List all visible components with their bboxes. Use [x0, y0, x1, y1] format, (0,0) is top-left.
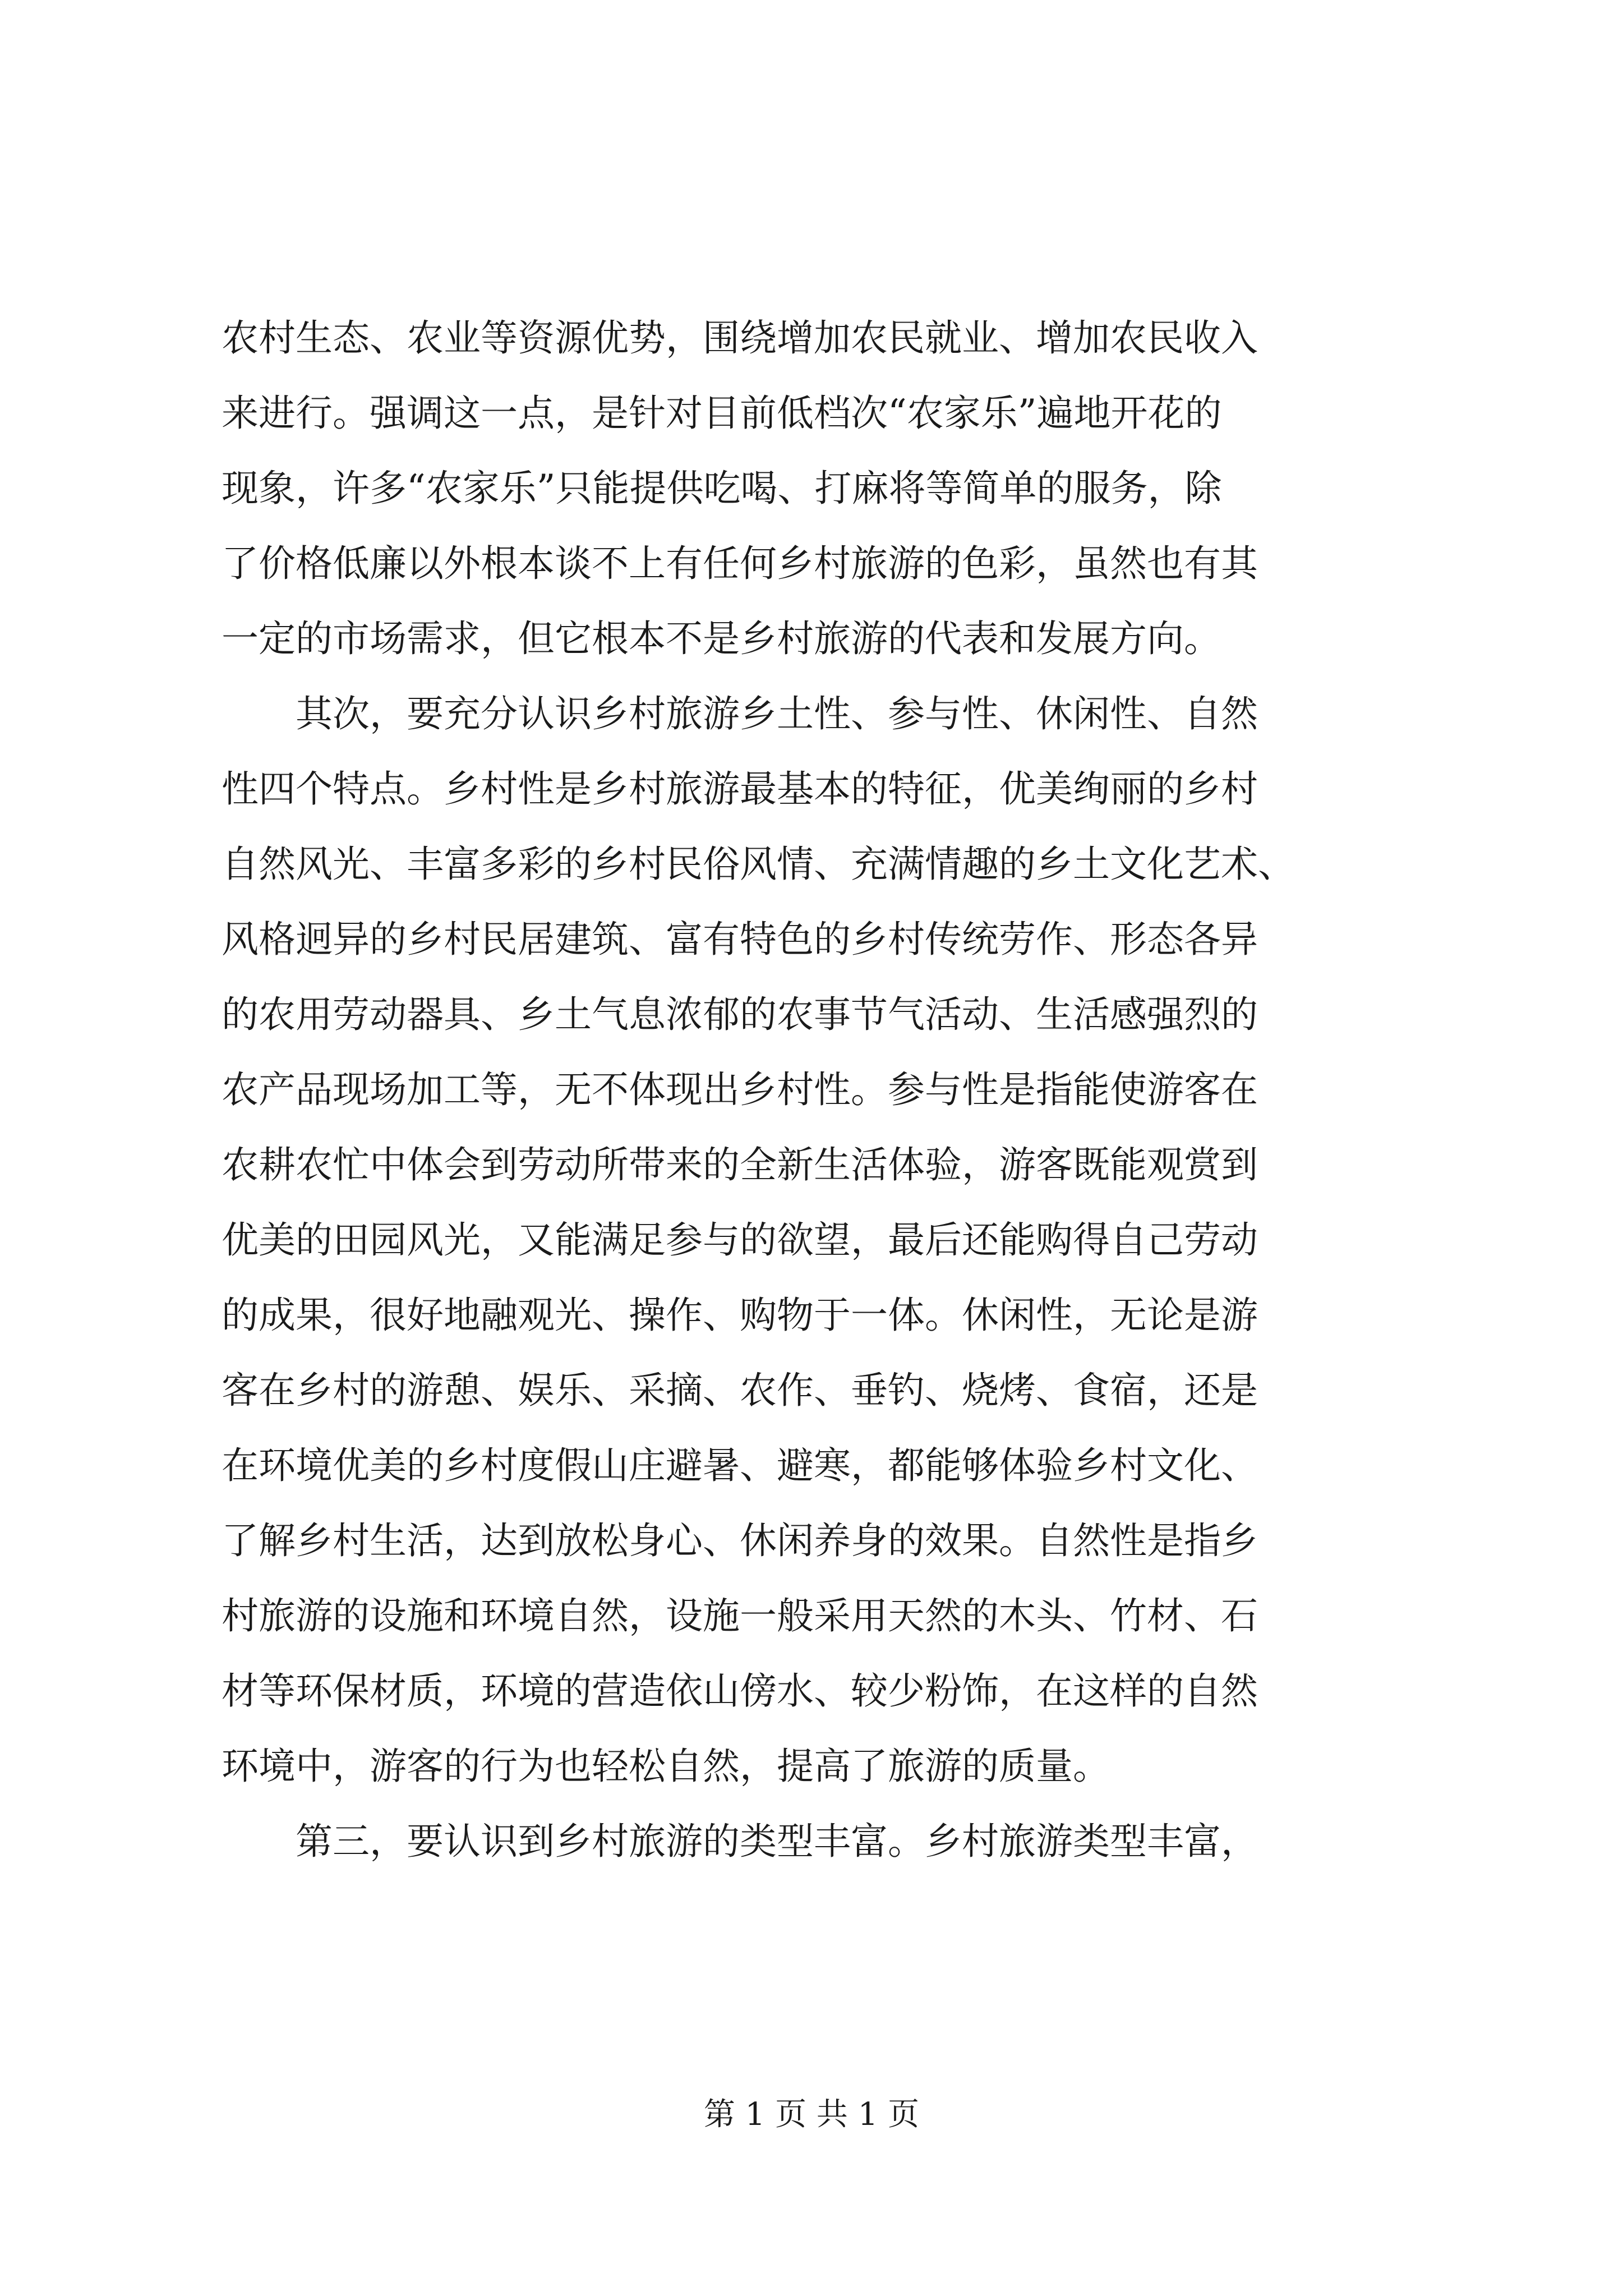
text-line: 环境中，游客的行为也轻松自然，提高了旅游的质量。 — [222, 1745, 1110, 1788]
text-line: 的农用劳动器具、乡土气息浓郁的农事节气活动、生活感强烈的 — [222, 993, 1258, 1036]
text-line: 一定的市场需求，但它根本不是乡村旅游的代表和发展方向。 — [222, 617, 1221, 660]
text-line: 自然风光、丰富多彩的乡村民俗风情、充满情趣的乡土文化艺术、 — [222, 843, 1295, 886]
text-line: 了价格低廉以外根本谈不上有任何乡村旅游的色彩，虽然也有其 — [222, 542, 1258, 585]
text-line: 第三，要认识到乡村旅游的类型丰富。乡村旅游类型丰富， — [222, 1820, 1258, 1863]
text-line: 材等环保材质，环境的营造依山傍水、较少粉饰，在这样的自然 — [222, 1669, 1258, 1713]
page-footer: 第 1 页 共 1 页 — [703, 2096, 920, 2133]
text-line: 农耕农忙中体会到劳动所带来的全新生活体验，游客既能观赏到 — [222, 1143, 1258, 1186]
text-line: 风格迥异的乡村民居建筑、富有特色的乡村传统劳作、形态各异 — [222, 918, 1258, 961]
text-line: 性四个特点。乡村性是乡村旅游最基本的特征，优美绚丽的乡村 — [222, 767, 1258, 811]
text-line: 在环境优美的乡村度假山庄避暑、避寒，都能够体验乡村文化、 — [222, 1444, 1258, 1487]
text-line: 农村生态、农业等资源优势，围绕增加农民就业、增加农民收入 — [222, 316, 1258, 360]
text-line: 现象，许多“农家乐”只能提供吃喝、打麻将等简单的服务，除 — [222, 467, 1222, 510]
text-line: 客在乡村的游憩、娱乐、采摘、农作、垂钓、烧烤、食宿，还是 — [222, 1369, 1258, 1412]
text-line: 了解乡村生活，达到放松身心、休闲养身的效果。自然性是指乡 — [222, 1519, 1258, 1562]
text-line: 村旅游的设施和环境自然，设施一般采用天然的木头、竹材、石 — [222, 1594, 1258, 1637]
text-line: 其次，要充分认识乡村旅游乡土性、参与性、休闲性、自然 — [222, 692, 1258, 735]
text-line: 的成果，很好地融观光、操作、购物于一体。休闲性，无论是游 — [222, 1294, 1258, 1337]
text-line: 来进行。强调这一点，是针对目前低档次“农家乐”遍地开花的 — [222, 392, 1222, 435]
text-line: 农产品现场加工等，无不体现出乡村性。参与性是指能使游客在 — [222, 1068, 1258, 1111]
text-line: 优美的田园风光，又能满足参与的欲望，最后还能购得自己劳动 — [222, 1218, 1258, 1262]
